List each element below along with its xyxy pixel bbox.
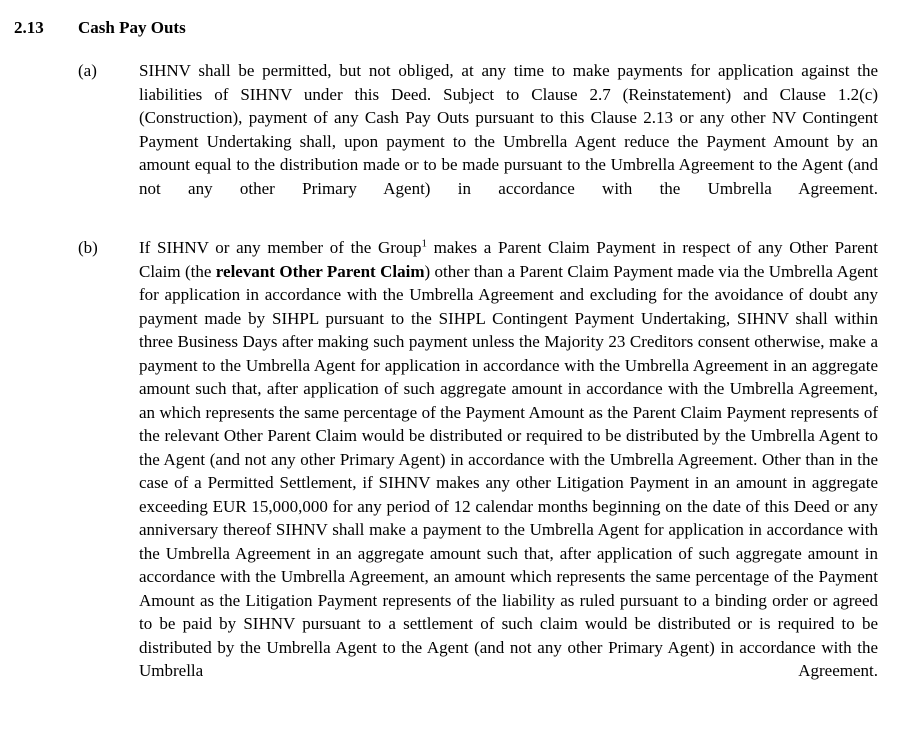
subclause-b-lead-in: If SIHNV or any member of the Group [139, 238, 422, 257]
clause-heading [0, 16, 923, 42]
page-title: Cash Pay Outs [78, 18, 186, 37]
footnote-reference-marker: 1 [421, 237, 427, 250]
defined-term-relevant-other-parent-claim: relevant Other Parent Claim [215, 261, 425, 281]
subclause-b-text-before-defined-term: makes a Parent Claim Payment in respect of any Other Parent Claim (the [139, 238, 879, 281]
subclause-marker-a: (a) [78, 61, 97, 80]
subclause-body-a: SIHNV shall be permitted, but not obliged, at any time to make payments for application against the liabilities of SIHNV under this Deed. Subject to Clause 2.7 (Reinstatement) and Clause 1.2(c) (Construction), payment of any Cash Pay Outs pursuant to this Clause 2.13 or any other NV Contingent Payment Undertaking shall, upon payment to the Umbrella Agent reduce the Payment Amount by an amount equal to the distribution made or to be made pursuant to the Umbrella Agreement to the Agent (and not any other Primary Agent) in accordance with the Umbrella Agreement. [139, 61, 878, 198]
subclause-body-b [139, 236, 878, 706]
subclause-b-text-after-defined-term: ) other than a Parent Claim Payment made via the Umbrella Agent for application in accordance with the Umbrella Agreement and excluding for the avoidance of doubt any payment made by SIHPL pursuant to the SIHPL Contingent Payment Undertaking, SIHNV shall within three Business Days after making such payment unless the Majority 23 Creditors consent otherwise, make a payment to the Umbrella Agent for application in accordance with the Umbrella Agreement in an aggregate amount such that, after application of such aggregate amount in accordance with the Umbrella Agreement, an which represents the same percentage of the Payment Amount as the Parent Claim Payment represents of the relevant Other Parent Claim would be distributed or required to be distributed by the Umbrella Agent to the Agent (and not any other Primary Agent) in accordance with the Umbrella Agreement. Other than in the case of a Permitted Settlement, if SIHNV makes any other Litigation Payment in an amount in aggregate exceeding EUR 15,000,000 for any period of 12 calendar months beginning on the date of this Deed or any anniversary thereof SIHNV shall make a payment to the Umbrella Agent for application in accordance with the Umbrella Agreement in an aggregate amount such that, after application of such aggregate amount in accordance with the Umbrella Agreement, an amount which represents the same percentage of the Payment Amount as the Litigation Payment represents of the liability as ruled pursuant to a binding order or agreed to be paid by SIHNV pursuant to a settlement of such claim would be distributed or is required to be distributed by the Umbrella Agent to the Agent (and not any other Primary Agent) in accordance with the Umbrella Agreement. [139, 261, 878, 680]
clause-number: 2.13 [14, 18, 44, 37]
subclause-marker-b: (b) [78, 238, 98, 257]
